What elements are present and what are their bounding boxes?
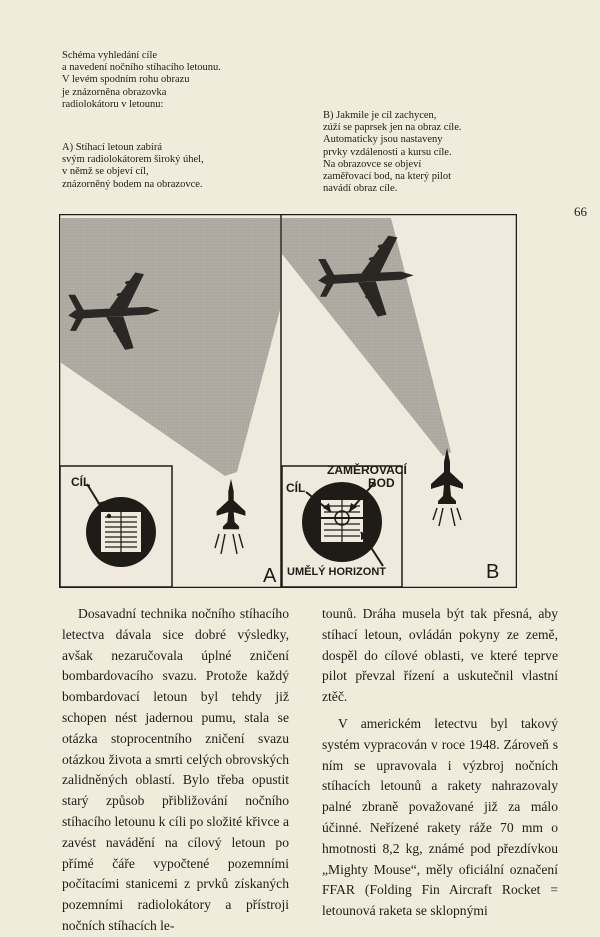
- paragraph-left: Dosavadní technika nočního stíhacího letectva dávala sice dobré výsledky, avšak nezaručovala úplné zničení bombardovacího svazu. Protože každý bombardovací letoun byl tehdy již schopen nést jadernou pumu, stala se otázka stoprocentního zničení svazu otázkou života a smrti celých obrovských zalidněných oblastí. Bylo třeba opustit starý způsob přibližování nočního stíhacího letounu k cíli po složité křivce a zavést navádění na cílový letoun po přímé čáře vypočtené pozemními počítacími stanicemi z prvků získaných pozemními radiolokátory a přístroji nočních stíhacích le-: [62, 606, 289, 933]
- figure-caption-intro: Schéma vyhledání cíle a navedení nočního stíhacího letounu. V levém spodním rohu obrazu je znázorněna obrazovka radiolokátoru v letounu:: [62, 50, 221, 110]
- page-number: 66: [574, 204, 587, 219]
- aim-point-label-line2: BOD: [368, 476, 395, 490]
- body-column-left: [62, 604, 289, 937]
- panel-letter-a: A: [263, 565, 277, 587]
- target-label-a: CÍL: [71, 475, 91, 489]
- artificial-horizon-label: UMĚLÝ HORIZONT: [287, 566, 386, 578]
- paragraph-right-continuation: tounů. Dráha musela být tak přesná, aby stíhací letoun, ovládán pokyny ze země, dospěl do cílové oblasti, ve které teprve pilot převzal řízení a uskutečnil vlastní ztěč.: [322, 606, 558, 705]
- aim-point-label-line1: ZAMĚROVACÍ: [327, 463, 407, 477]
- figure-caption-b: B) Jakmile je cíl zachycen, zúží se paprsek jen na obraz cíle. Automaticky jsou nastaveny prvky vzdálenosti a kursu cíle. Na obrazovce se objeví zaměřovací bod, na který pilot navádí obraz cíle.: [323, 110, 462, 195]
- figure-caption-a: A) Stíhací letoun zabírá svým radiolokátorem široký úhel, v němž se objeví cíl, znázorněný bodem na obrazovce.: [62, 142, 204, 190]
- target-label-b: CÍL: [286, 481, 306, 495]
- paragraph-right-second: V americkém letectvu byl takový systém vypracován v roce 1948. Zároveň s ním se upravovala i výzbroj nočních stíhacích letounů a rakety nahrazovaly palné zbraně považované již za málo účinné. Neřízené rakety ráže 70 mm o hmotnosti 8,2 kg, známé pod přezdívkou „Mighty Mouse“, měly oficiální označení FFAR (Folding Fin Aircraft Rocket = letounová raketa se sklopnými: [322, 715, 558, 919]
- panel-letter-b: B: [486, 561, 500, 583]
- radar-diagram-figure: [59, 214, 517, 588]
- body-column-right: [322, 604, 558, 922]
